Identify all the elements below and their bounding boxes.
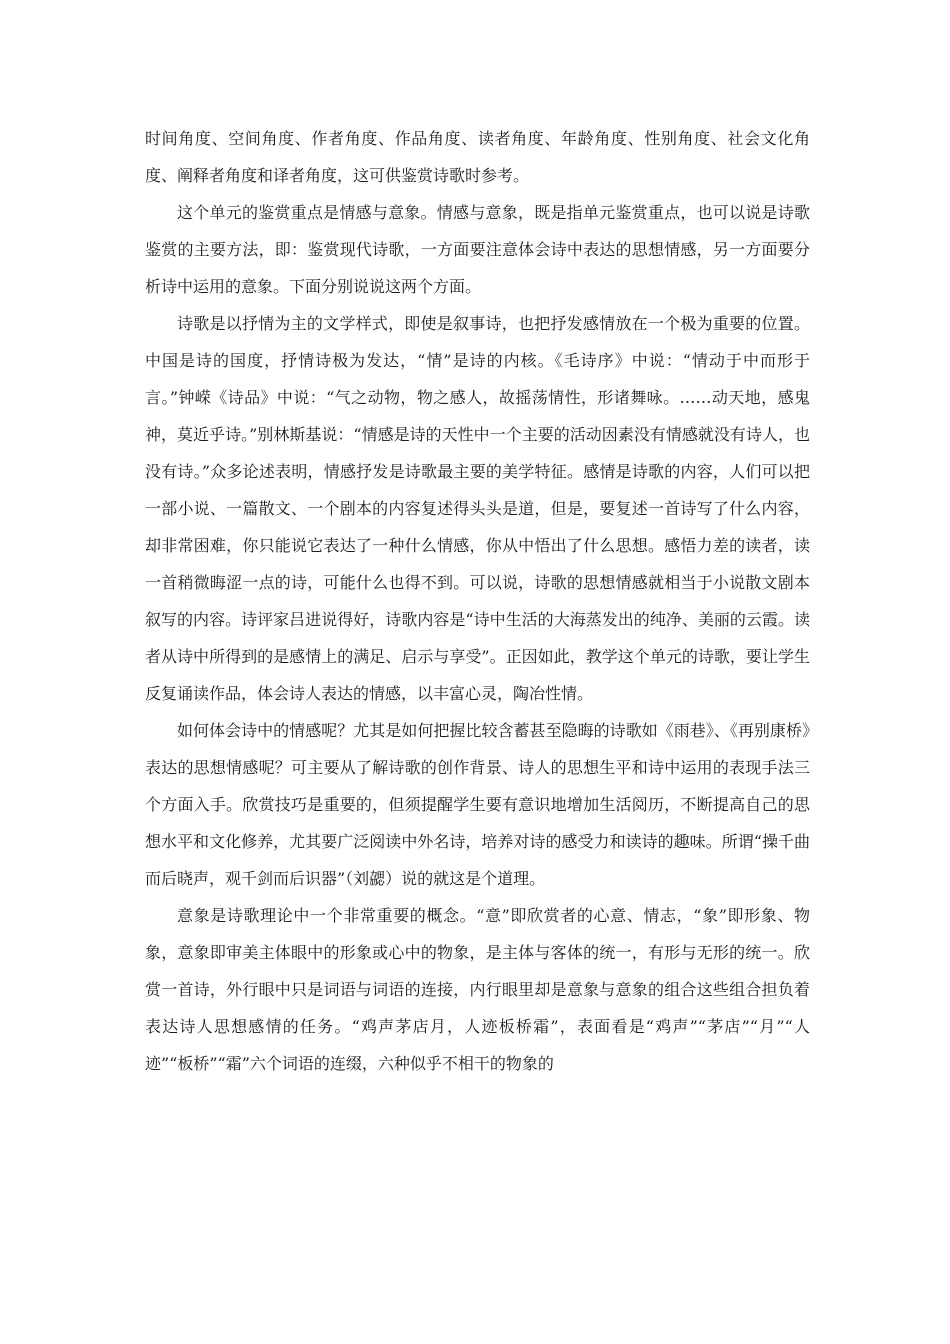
- paragraph-imagery: 意象是诗歌理论中一个非常重要的概念。“意”即欣赏者的心意、情志，“象”即形象、物象，意象即审美主体眼中的形象或心中的物象，是主体与客体的统一，有形与无形的统一。欣赏一首诗，外行眼中只是词语与词语的连接，内行眼里却是意象与意象的组合这些组合担负着表达诗人思想感情的任务。“鸡声茅店月，人迹板桥霜”，表面看是“鸡声”“茅店”“月”“人迹”“板桥”“霜”六个词语的连缀，六种似乎不相干的物象的: [145, 906, 810, 1073]
- paragraph-appreciation-focus: 这个单元的鉴赏重点是情感与意象。情感与意象，既是指单元鉴赏重点，也可以说是诗歌鉴赏的主要方法，即：鉴赏现代诗歌，一方面要注意体会诗中表达的思想情感，另一方面要分析诗中运用的意象。下面分别说说这两个方面。: [145, 203, 810, 296]
- body-text: [145, 120, 810, 1082]
- paragraph-lyric-emotion: 诗歌是以抒情为主的文学样式，即使是叙事诗，也把抒发感情放在一个极为重要的位置。中国是诗的国度，抒情诗极为发达，“情”是诗的内核。《毛诗序》中说：“情动于中而形于言。”钟嵘《诗品》中说：“气之动物，物之感人，故摇荡情性，形诸舞咏。……动天地，感鬼神，莫近乎诗。”别林斯基说：“情感是诗的天性中一个主要的活动因素没有情感就没有诗人，也没有诗。”众多论述表明，情感抒发是诗歌最主要的美学特征。感情是诗歌的内容，人们可以把一部小说、一篇散文、一个剧本的内容复述得头头是道，但是，要复述一首诗写了什么内容，却非常困难，你只能说它表达了一种什么情感，你从中悟出了什么思想。感悟力差的读者，读一首稍微晦涩一点的诗，可能什么也得不到。可以说，诗歌的思想情感就相当于小说散文剧本叙写的内容。诗评家吕进说得好，诗歌内容是“诗中生活的大海蒸发出的纯净、美丽的云霞。读者从诗中所得到的是感情上的满足、启示与享受”。正因如此，教学这个单元的诗歌，要让学生反复诵读作品，体会诗人表达的情感，以丰富心灵，陶冶性情。: [145, 314, 810, 703]
- paragraph-continuation: 时间角度、空间角度、作者角度、作品角度、读者角度、年龄角度、性别角度、社会文化角度、阐释者角度和译者角度，这可供鉴赏诗歌时参考。: [145, 129, 810, 185]
- paragraph-how-to-feel-emotion: 如何体会诗中的情感呢？尤其是如何把握比较含蓄甚至隐晦的诗歌如《雨巷》、《再别康桥》表达的思想情感呢？可主要从了解诗歌的创作背景、诗人的思想生平和诗中运用的表现手法三个方面入手。欣赏技巧是重要的，但须提醒学生要有意识地增加生活阅历，不断提高自己的思想水平和文化修养，尤其要广泛阅读中外名诗，培养对诗的感受力和读诗的趣味。所谓“操千曲而后晓声，观千剑而后识器”（刘勰）说的就这是个道理。: [145, 721, 810, 888]
